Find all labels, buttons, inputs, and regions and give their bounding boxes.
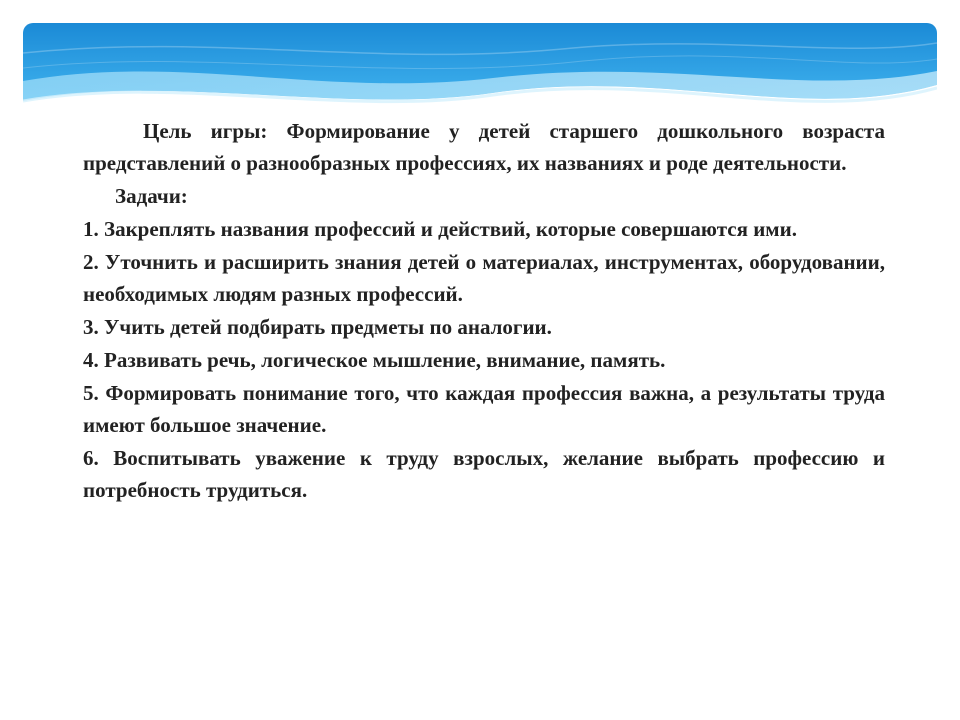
game-goal-paragraph: Цель игры: Формирование у детей старшего дошкольного возраста представлений о разнообразных профессиях, их названиях и роде деятельности.	[83, 119, 885, 175]
task-item-6: 6. Воспитывать уважение к труду взрослых, желание выбрать профессию и потребность трудиться.	[83, 446, 885, 502]
wave-decoration	[23, 23, 937, 123]
slide-content	[83, 115, 885, 507]
task-item-1: 1. Закреплять названия профессий и действий, которые совершаются ими.	[83, 217, 797, 241]
task-item-5: 5. Формировать понимание того, что каждая профессия важна, а результаты труда имеют большое значение.	[83, 381, 885, 437]
header-wave-banner	[23, 23, 937, 123]
tasks-heading: Задачи:	[115, 184, 188, 208]
task-item-4: 4. Развивать речь, логическое мышление, внимание, память.	[83, 348, 666, 372]
task-item-3: 3. Учить детей подбирать предметы по аналогии.	[83, 315, 552, 339]
task-item-2: 2. Уточнить и расширить знания детей о материалах, инструментах, оборудовании, необходимых людям разных профессий.	[83, 250, 885, 306]
